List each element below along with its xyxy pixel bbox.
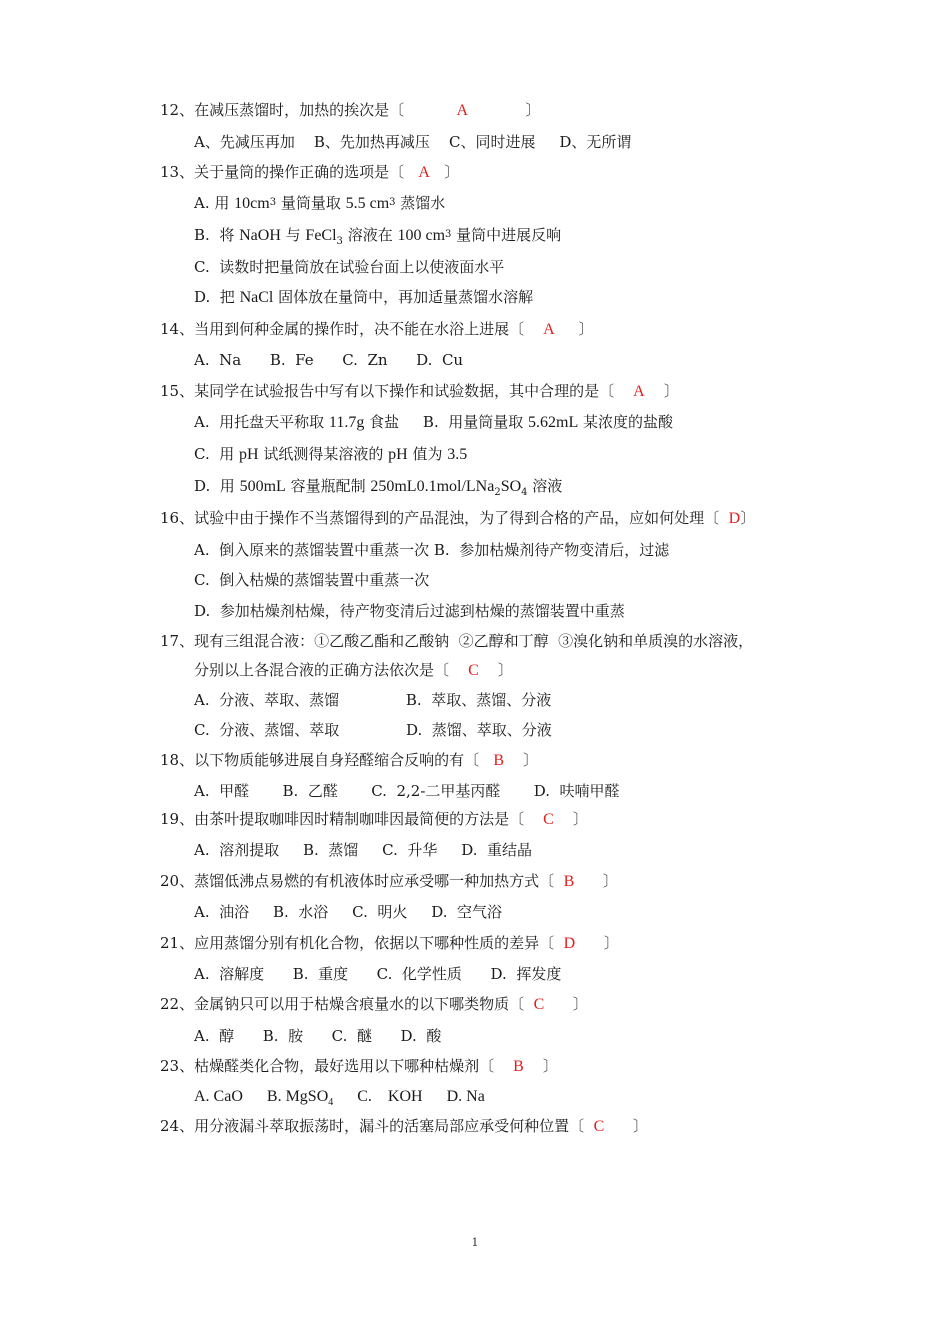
option-text: D. 用	[194, 477, 240, 495]
question-23	[160, 1056, 558, 1077]
bracket-close: 〕	[542, 1057, 558, 1075]
option-text: 5.62mL	[528, 414, 579, 431]
question-12-options: A、先减压再加 B、先加热再减压 C、同时进展 D、无所谓	[194, 133, 632, 151]
subscript: 4	[328, 1097, 334, 1108]
option-text: 11.7g	[328, 414, 365, 431]
question-stem: 16、试验中由于操作不当蒸馏得到的产品混浊，为了得到合格的产品，应如何处理〔	[160, 509, 720, 527]
option-text: 5.5 cm	[345, 195, 390, 212]
option-text: 与	[280, 226, 306, 244]
option-text: 蒸馏水	[395, 194, 446, 212]
option-text: pH	[239, 446, 259, 463]
option-text: 量筒中进展反响	[451, 226, 562, 244]
answer-mark: A	[543, 321, 555, 338]
bracket-close: 〕	[523, 751, 539, 769]
question-stem: 20、蒸馏低沸点易燃的有机液体时应承受哪一种加热方式〔	[160, 872, 555, 890]
answer-mark: A	[633, 383, 645, 400]
question-stem: 18、以下物质能够进展自身羟醛缩合反响的有〔	[160, 751, 480, 769]
answer-mark: B	[513, 1058, 524, 1075]
answer-mark: B	[493, 752, 505, 769]
question-stem: 15、某同学在试验报告中写有以下操作和试验数据，其中合理的是〔	[160, 382, 615, 400]
option-text: NaOH	[239, 227, 281, 244]
question-19	[160, 809, 588, 830]
bracket-close: 〕	[632, 1117, 648, 1135]
question-20	[160, 871, 618, 892]
option-text: 食盐 B. 用量筒量取	[364, 413, 529, 431]
option-text: 固体放在量筒中，再加适量蒸馏水溶解	[273, 288, 534, 306]
bracket-close: 〕	[578, 320, 594, 338]
option-text: 溶液	[527, 477, 563, 495]
option-text: 500mL	[239, 478, 286, 495]
question-13-option-b	[194, 225, 561, 246]
question-17-stem-cont	[194, 660, 513, 681]
option-text: 溶液在	[342, 226, 398, 244]
option-text: A. 用托盘天平称取	[194, 413, 329, 431]
question-stem: 13、关于量筒的操作正确的选项是〔	[160, 163, 405, 181]
option-text: B. 将	[194, 226, 240, 244]
bracket-close: 〕	[572, 995, 588, 1013]
bracket-close: 〕	[525, 101, 541, 119]
question-15	[160, 381, 679, 402]
question-stem: 分别以上各混合液的正确方法依次是〔	[194, 661, 450, 679]
question-14	[160, 319, 594, 340]
option-text: 100 cm	[397, 227, 446, 244]
option-text: 某浓度的盐酸	[578, 413, 674, 431]
question-stem: 19、由茶叶提取咖啡因时精制咖啡因最简便的方法是〔	[160, 810, 525, 828]
page-number: 1	[471, 1236, 479, 1249]
question-13	[160, 162, 459, 183]
question-12	[160, 100, 540, 121]
option-text: SO	[500, 478, 522, 495]
question-15-option-d	[194, 476, 562, 497]
question-stem: 23、枯燥醛类化合物，最好选用以下哪种枯燥剂〔	[160, 1057, 495, 1075]
answer-mark: C	[468, 662, 479, 679]
option-text: 值为	[407, 445, 448, 463]
option-c: C. KOH	[357, 1088, 423, 1105]
question-23-options	[194, 1087, 485, 1107]
question-17-options-cd: C. 分液、蒸馏、萃取 D. 蒸馏、萃取、分液	[194, 721, 552, 739]
answer-mark: D	[563, 935, 576, 952]
question-16	[160, 508, 755, 529]
question-16-options-ab: A. 倒入原来的蒸馏装置中重蒸一次 B. 参加枯燥剂待产物变清后，过滤	[194, 541, 670, 559]
option-text: NaCl	[239, 289, 274, 306]
subscript: 4	[521, 487, 528, 498]
question-19-options: A. 溶剂提取 B. 蒸馏 C. 升华 D. 重结晶	[194, 841, 533, 859]
question-20-options: A. 油浴 B. 水浴 C. 明火 D. 空气浴	[194, 903, 503, 921]
option-text: 量筒量取	[276, 194, 346, 212]
option-text: FeCl	[305, 227, 337, 244]
superscript: 3	[389, 197, 396, 208]
bracket-close: 〕	[572, 810, 588, 828]
question-stem: 22、金属钠只可以用于枯燥含痕量水的以下哪类物质〔	[160, 995, 525, 1013]
option-text: pH	[388, 446, 408, 463]
question-16-option-d: D. 参加枯燥剂枯燥，待产物变清后过滤到枯燥的蒸馏装置中重蒸	[194, 602, 625, 620]
question-17-options-ab: A. 分液、萃取、蒸馏 B. 萃取、蒸馏、分液	[194, 691, 552, 709]
option-text: A. 用	[194, 194, 235, 212]
subscript: 2	[494, 487, 501, 498]
question-21	[160, 933, 619, 954]
answer-mark: C	[533, 996, 545, 1013]
question-21-options: A. 溶解度 B. 重度 C. 化学性质 D. 挥发度	[194, 965, 562, 983]
question-14-options: A. Na B. Fe C. Zn D. Cu	[194, 351, 464, 369]
option-a: A. CaO	[194, 1088, 243, 1105]
question-18	[160, 750, 538, 771]
question-17: 17、现有三组混合液：①乙酸乙酯和乙酸钠 ②乙醇和丁醇 ③溴化钠和单质溴的水溶液，	[160, 632, 754, 650]
option-text: 容量瓶配制	[285, 477, 371, 495]
option-text: 10cm	[234, 195, 270, 212]
question-13-option-a	[194, 193, 445, 214]
option-text: 试纸测得某溶液的	[258, 445, 389, 463]
subscript: 3	[336, 236, 343, 247]
option-text: 3.5	[447, 446, 468, 463]
bracket-close: 〕	[602, 872, 618, 890]
question-22-options: A. 醇 B. 胺 C. 醚 D. 酸	[194, 1027, 442, 1045]
bracket-close: 〕	[603, 934, 619, 952]
bracket-close: 〕	[663, 382, 679, 400]
bracket-close: 〕	[444, 163, 460, 181]
superscript: 3	[445, 229, 452, 240]
answer-mark: A	[456, 102, 469, 119]
option-text: 250mL0.1mol/LNa	[370, 478, 495, 495]
question-15-option-c	[194, 444, 467, 465]
answer-mark: C	[543, 811, 554, 828]
question-22	[160, 994, 588, 1015]
question-13-option-c: C. 读数时把量筒放在试验台面上以使液面水平	[194, 258, 505, 276]
question-stem: 21、应用蒸馏分别有机化合物，依据以下哪种性质的差异〔	[160, 934, 555, 952]
question-stem: 14、当用到何种金属的操作时，决不能在水浴上进展〔	[160, 320, 525, 338]
option-b: B. MgSO	[266, 1088, 329, 1105]
question-13-option-d	[194, 287, 533, 308]
bracket-close: 〕	[497, 661, 513, 679]
question-16-option-c: C. 倒入枯燥的蒸馏装置中重蒸一次	[194, 571, 430, 589]
option-d: D. Na	[446, 1088, 485, 1105]
question-stem: 24、用分液漏斗萃取振荡时，漏斗的活塞局部应承受何种位置〔	[160, 1117, 585, 1135]
question-stem: 12、在减压蒸馏时，加热的挨次是〔	[160, 101, 405, 119]
answer-mark: B	[563, 873, 575, 890]
superscript: 3	[269, 197, 277, 208]
option-text: C. 用	[194, 445, 240, 463]
answer-mark: D	[728, 510, 741, 527]
question-24	[160, 1116, 648, 1137]
answer-mark: A	[418, 164, 430, 181]
option-text: D. 把	[194, 288, 240, 306]
question-15-options-ab	[194, 412, 673, 433]
question-18-options: A. 甲醛 B. 乙醛 C. 2,2-二甲基丙醛 D. 呋喃甲醛	[194, 782, 620, 800]
bracket-close: 〕	[740, 509, 756, 527]
answer-mark: C	[593, 1118, 605, 1135]
